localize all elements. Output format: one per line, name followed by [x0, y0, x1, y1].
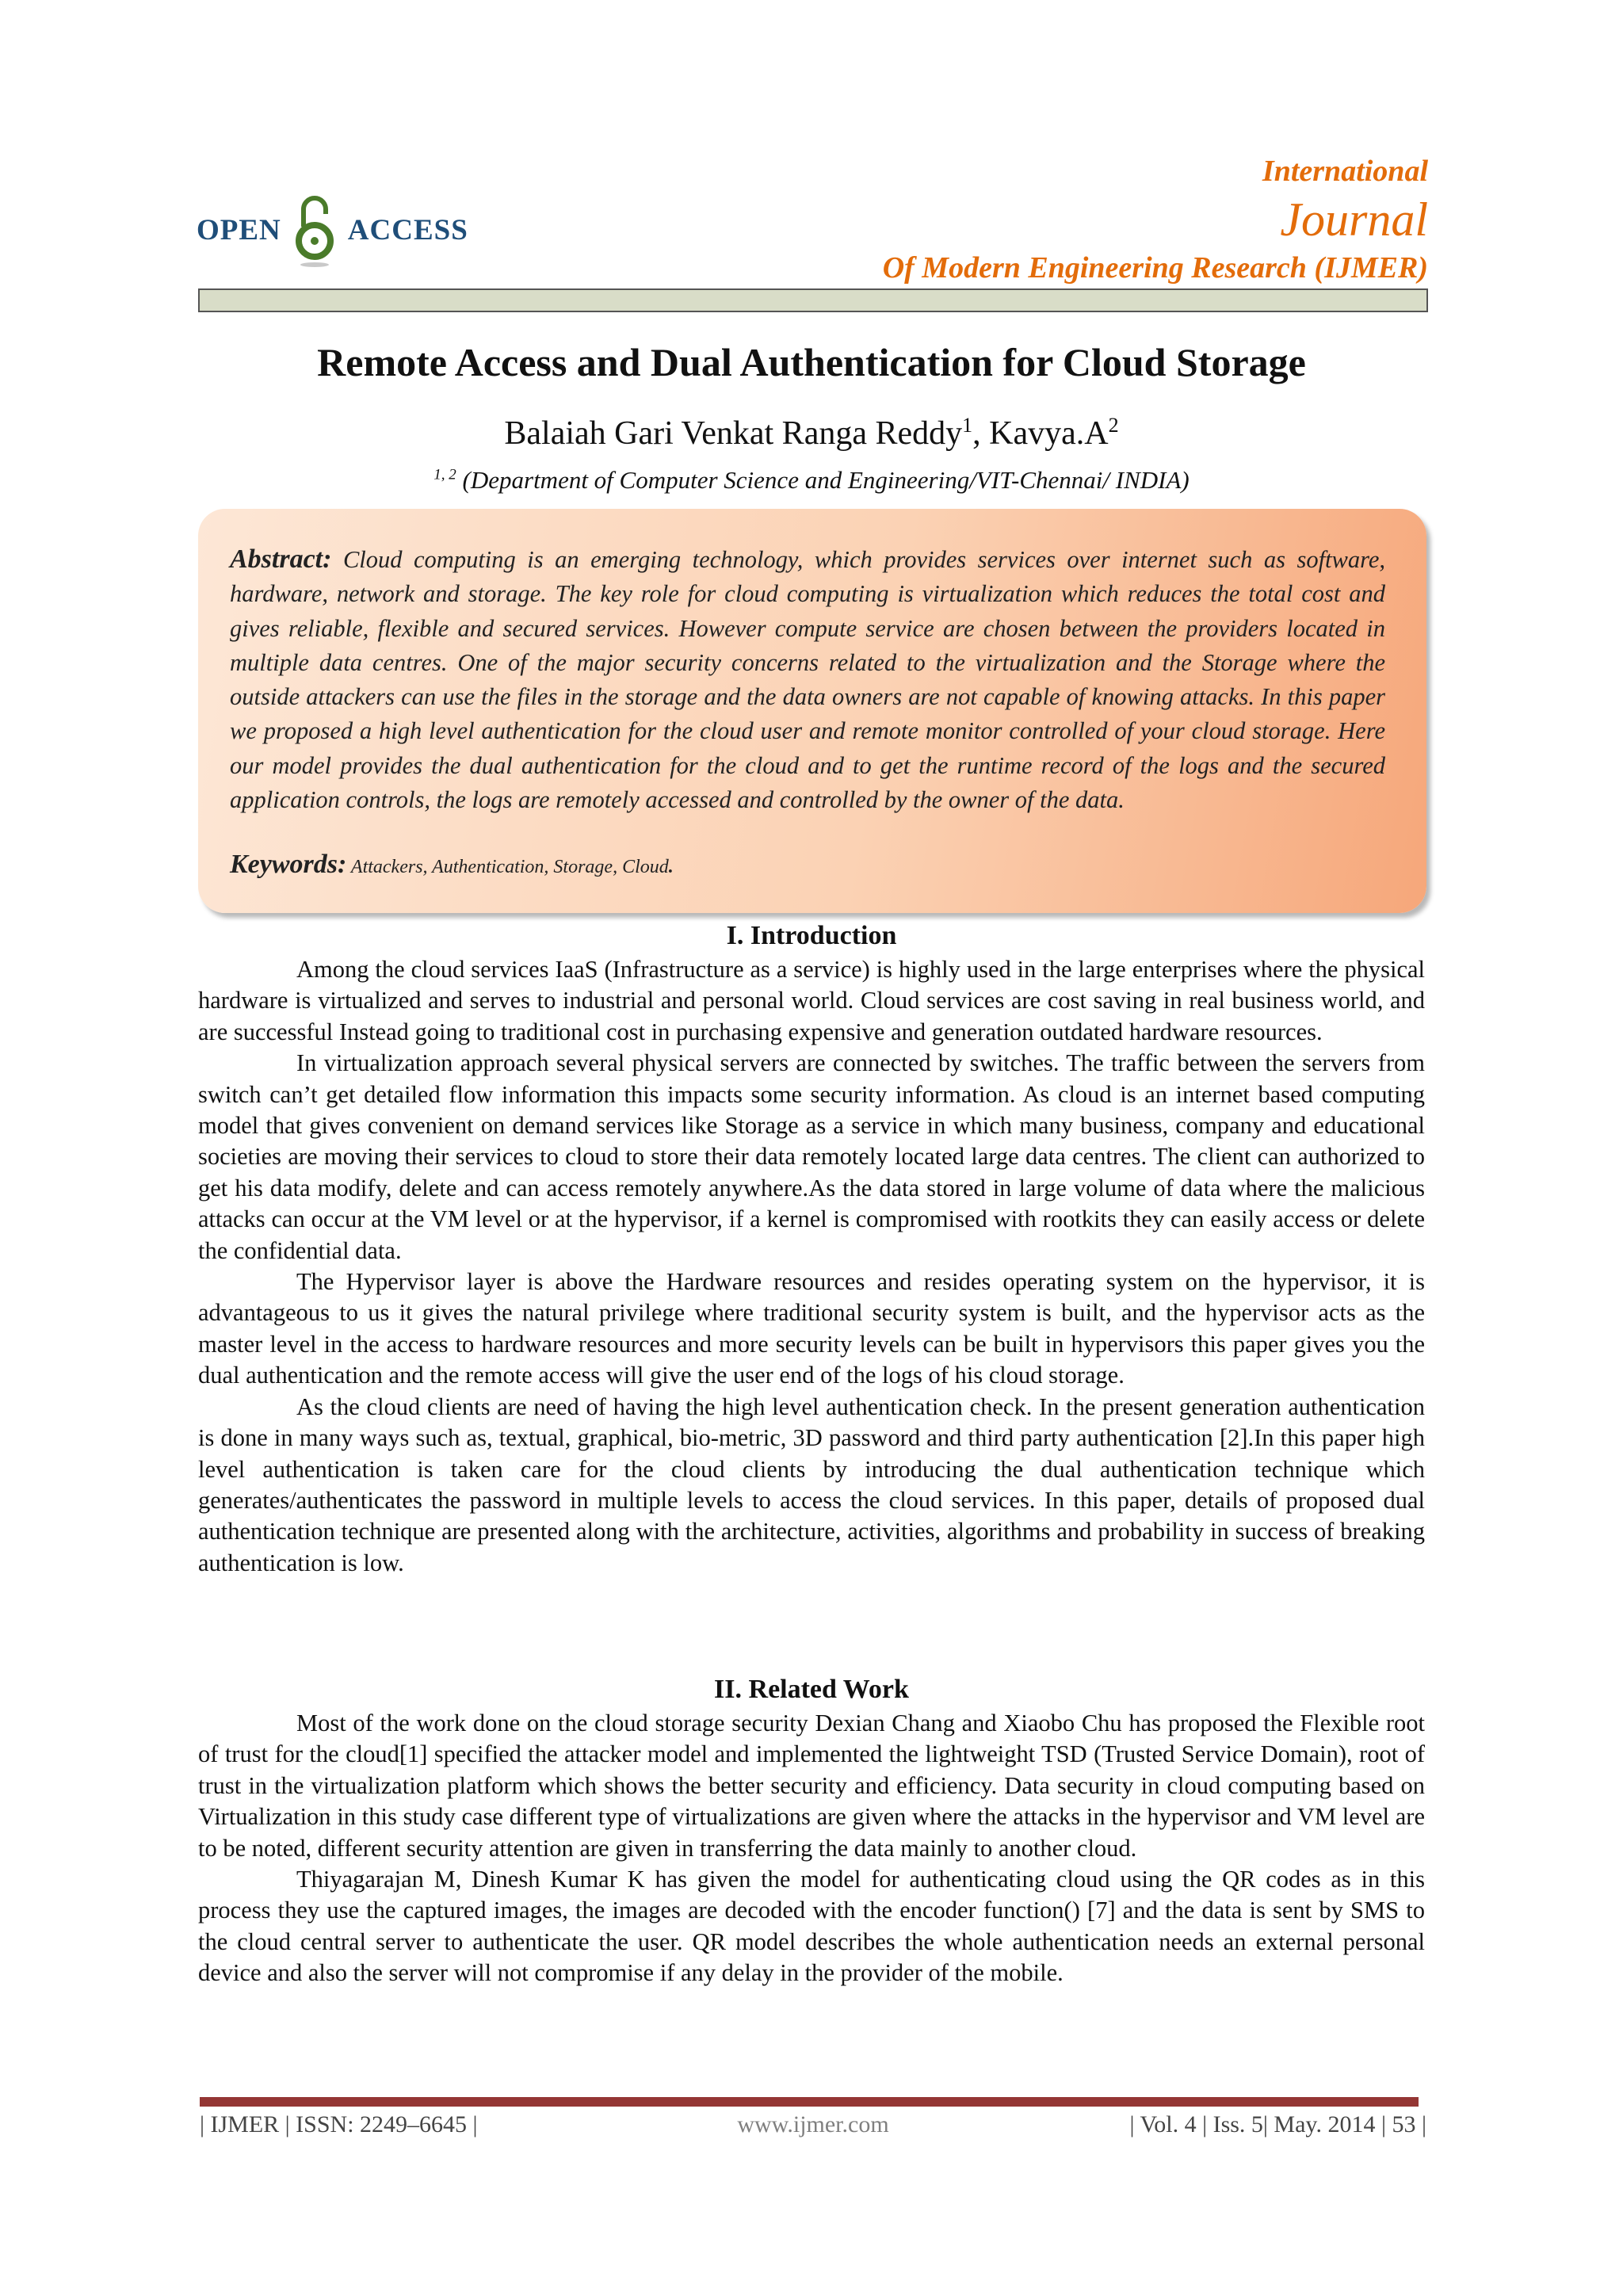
author-separator: , — [972, 415, 990, 452]
intro-paragraph-4: As the cloud clients are need of having the high level authentication check. In the present generation authentication is done in many ways such as, textual, graphical, bio-metric, 3D password and third party authentication [2].In this paper high level authentication is taken care for the cloud clients by introducing the dual authentication technique which generates/authenticates the password in multiple levels to access the cloud services. In this paper, details of proposed dual authentication technique are presented along with the architecture, activities, algorithms and probability in success of breaking authentication is low. — [198, 1392, 1425, 1576]
author-1: Balaiah Gari Venkat Ranga Reddy — [504, 415, 963, 452]
keywords-end: . — [668, 857, 674, 877]
keywords-label: Keywords: — [230, 850, 347, 879]
affiliation-sup: 1, 2 — [433, 466, 456, 483]
related-work-body — [198, 1708, 1425, 1989]
journal-line-journal: Journal — [1280, 193, 1428, 246]
page-footer — [200, 2108, 1426, 2143]
section-heading-introduction: I. Introduction — [726, 921, 897, 950]
open-access-logo — [197, 190, 468, 269]
affiliation-line — [198, 466, 1425, 495]
open-lock-icon — [292, 190, 337, 269]
abstract-text: Cloud computing is an emerging technology, which provides services over internet such as software, hardware, network and storage. The key role for cloud computing is virtualization which reduces the total cost and gives reliable, flexible and secured services. However compute service are chosen between the providers located in multiple data centres. One of the major security concerns related to the virtualization and the Storage where the outside attackers can use the files in the storage and the data owners are not capable of knowing attacks. In this paper we proposed a high level authentication for the cloud user and remote monitor controlled of your cloud storage. Here our model provides the dual authentication for the cloud and to get the runtime record of the logs and the secured application controls, the logs are remotely accessed and controlled by the owner of the data. — [230, 546, 1386, 814]
keywords-text: Attackers, Authentication, Storage, Cloud — [350, 857, 669, 877]
open-access-left-text: OPEN — [197, 213, 281, 246]
footer-issn: | IJMER | ISSN: 2249–6645 | — [200, 2111, 478, 2137]
abstract-paragraph — [230, 542, 1385, 817]
intro-paragraph-1: Among the cloud services IaaS (Infrastructure as a service) is highly used in the large enterprises where the physical hardware is virtualized and serves to industrial and personal world. Cloud services are cost saving in real business world, and are successful Instead going to traditional cost in purchasing expensive and generation outdated hardware resources. — [198, 956, 1425, 1045]
related-paragraph-2: Thiyagarajan M, Dinesh Kumar K has given the model for authenticating cloud using the QR codes as in this process they use the captured images, the images are decoded with the encoder function() [7] and the data is sent by SMS to the cloud central server to authenticate the user. QR model describes the whole authentication needs an external personal device and also the server will not compromise if any delay in the provider of the mobile. — [198, 1866, 1425, 1987]
introduction-body — [198, 954, 1425, 1579]
intro-paragraph-2: In virtualization approach several physical servers are connected by switches. The traffic between the servers from switch can’t get detailed flow information this impacts some security information. As cloud is an internet based computing model that gives convenient on demand services like Storage as a service in which many business, company and educational societies are moving their services to cloud to store their data remotely located large data centres. The client can authorized to get his data modify, delete and can access remotely anywhere.As the data stored in large volume of data where the malicious attacks can occur at the VM level or at the hypervisor, if a kernel is compromised with rootkits they can easily access or delete the confidential data. — [198, 1049, 1425, 1264]
author-1-sup: 1 — [962, 414, 973, 437]
author-2: Kavya.A — [989, 415, 1109, 452]
open-access-right-text: ACCESS — [347, 213, 468, 246]
footer-divider-bar — [200, 2097, 1419, 2107]
header-divider-bar — [198, 288, 1428, 312]
journal-line-international: International — [1262, 155, 1428, 188]
journal-masthead — [883, 151, 1428, 288]
journal-line-ijmer: Of Modern Engineering Research (IJMER) — [882, 251, 1428, 285]
author-line — [198, 414, 1425, 453]
footer-volume-page: | Vol. 4 | Iss. 5| May. 2014 | 53 | — [1129, 2111, 1426, 2137]
paper-title: Remote Access and Dual Authentication for Cloud Storage — [317, 340, 1306, 384]
related-paragraph-1: Most of the work done on the cloud storage security Dexian Chang and Xiaobo Chu has proposed the Flexible root of trust for the cloud[1] specified the attacker model and implemented the lightweight TSD (Trusted Service Domain), root of trust in the virtualization platform which shows the better security and efficiency. Data security in cloud computing based on Virtualization in this study case different type of virtualizations are given where the attacks in the hypervisor and VM level are to be noted, different security attention are given in transferring the data mainly to another cloud. — [198, 1710, 1425, 1862]
keywords-line — [230, 850, 1385, 880]
author-2-sup: 2 — [1108, 414, 1119, 437]
section-heading-related-work: II. Related Work — [714, 1675, 909, 1704]
abstract-label: Abstract: — [230, 544, 332, 574]
intro-paragraph-3: The Hypervisor layer is above the Hardware resources and resides operating system on the hypervisor, it is advantageous to us it gives the natural privilege where traditional security system is built, and the hypervisor acts as the master level in the access to hardware resources and more security levels can be built in hypervisors this paper gives you the dual authentication and the remote access will give the user end of the logs of his cloud storage. — [198, 1268, 1425, 1389]
affiliation-text: (Department of Computer Science and Engineering/VIT-Chennai/ INDIA) — [462, 466, 1190, 494]
footer-website-link[interactable]: www.ijmer.com — [737, 2111, 889, 2137]
